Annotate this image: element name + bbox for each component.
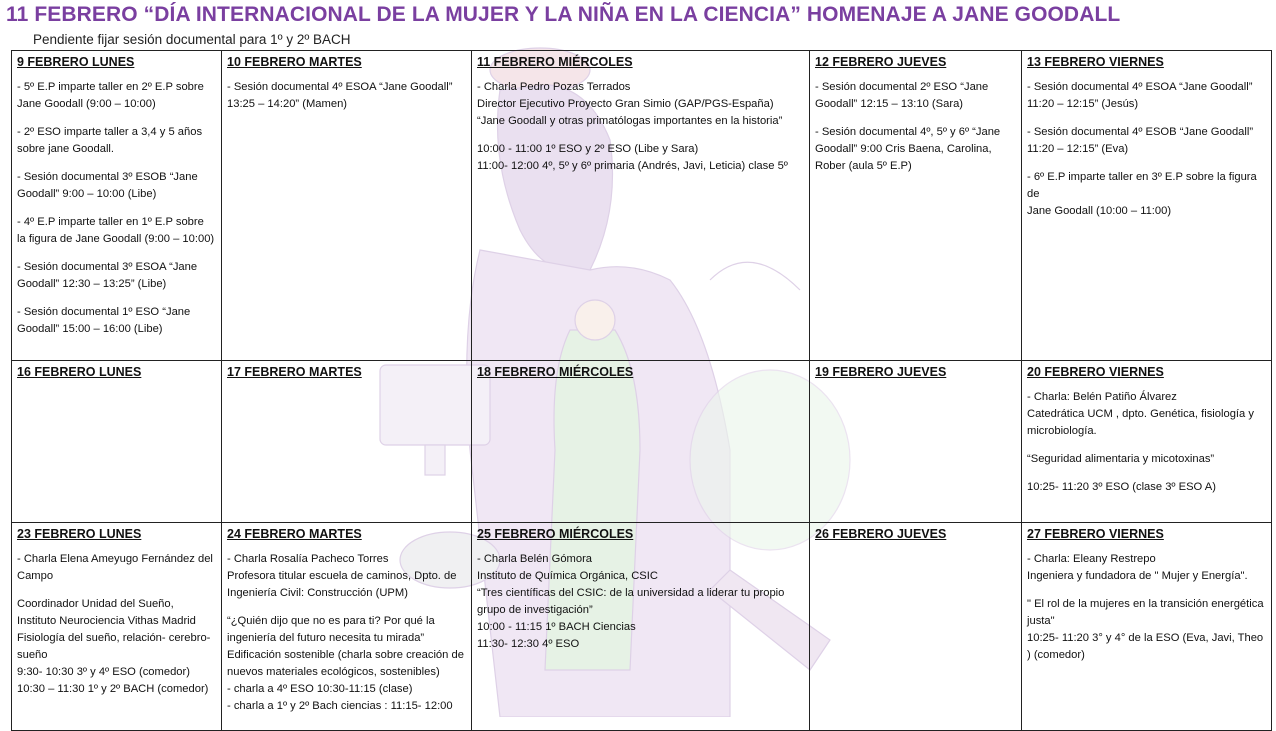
event-text-line: 13:25 – 14:20” (Mamen): [227, 98, 348, 110]
calendar-day-cell: [810, 361, 1022, 523]
event-entry: [815, 79, 1015, 113]
day-heading: 27 FEBRERO VIERNES: [1027, 527, 1164, 541]
event-entry: [1027, 389, 1265, 440]
event-text-line: - Charla: Eleany Restrepo: [1027, 553, 1156, 565]
day-heading: 20 FEBRERO VIERNES: [1027, 365, 1164, 379]
calendar-day-cell: [1022, 51, 1272, 361]
page-title: 11 FEBRERO “DÍA INTERNACIONAL DE LA MUJER Y LA NIÑA EN LA CIENCIA” HOMENAJE A JANE GOODALL: [6, 3, 1121, 26]
calendar-day-cell: [12, 523, 222, 731]
event-text-line: “Jane Goodall y otras primatólogas importantes en la historia”: [477, 115, 783, 127]
event-text-line: 11:30- 12:30 4º ESO: [477, 638, 580, 650]
event-text-line: Instituto de Química Orgánica, CSIC: [477, 570, 658, 582]
event-text-line: - Charla Rosalía Pacheco Torres: [227, 553, 389, 565]
event-entry: [1027, 124, 1265, 158]
event-text-line: Fisiología del sueño, relación- cerebro- sueño: [17, 632, 211, 661]
event-text-line: Rober (aula 5º E.P): [815, 160, 912, 172]
event-text-line: “¿Quién dijo que no es para ti? Por qué la ingeniería del futuro necesita tu mirada”: [227, 615, 435, 644]
day-heading: 16 FEBRERO LUNES: [17, 365, 142, 379]
events-calendar: [11, 50, 1272, 731]
event-text-line: Goodall” 12:15 – 13:10 (Sara): [815, 98, 964, 110]
event-text-line: - Sesión documental 4º ESOA “Jane Goodall”: [1027, 81, 1253, 93]
calendar-day-cell: [222, 523, 472, 731]
event-text-line: - Charla Pedro Pozas Terrados: [477, 81, 631, 93]
event-entry: [17, 169, 215, 203]
event-text-line: " El rol de la mujeres en la transición energética justa": [1027, 598, 1264, 627]
event-text-line: - Charla Belén Gómora: [477, 553, 593, 565]
day-heading: 24 FEBRERO MARTES: [227, 527, 362, 541]
event-text-line: - 6º E.P imparte taller en 3º E.P sobre la figura de: [1027, 171, 1257, 200]
calendar-day-cell: [222, 361, 472, 523]
event-text-line: 10:25- 11:20 3° y 4° de la ESO (Eva, Javi, Theo ) (comedor): [1027, 632, 1264, 661]
calendar-day-cell: [12, 361, 222, 523]
event-text-line: Goodall” 9:00 Cris Baena, Carolina,: [815, 143, 992, 155]
event-entry: [17, 551, 215, 585]
event-entry: [227, 551, 465, 602]
event-text-line: - Sesión documental 4º ESOB “Jane Goodall”: [1027, 126, 1254, 138]
event-text-line: 11:00- 12:00 4º, 5º y 6º primaria (Andrés, Javi, Leticia) clase 5º: [477, 160, 788, 172]
day-heading: 18 FEBRERO MIÉRCOLES: [477, 365, 634, 379]
event-text-line: - Sesión documental 1º ESO “Jane Goodall” 15:00 – 16:00 (Libe): [17, 306, 191, 335]
event-text-line: - Charla Elena Ameyugo Fernández del Campo: [17, 553, 213, 582]
event-entry: [227, 79, 465, 113]
event-text-line: microbiología.: [1027, 425, 1097, 437]
event-entry: [17, 79, 215, 113]
day-heading: 23 FEBRERO LUNES: [17, 527, 142, 541]
page-subtitle: Pendiente fijar sesión documental para 1º y 2º BACH: [33, 32, 351, 47]
event-text-line: Director Ejecutivo Proyecto Gran Simio (GAP/PGS-España): [477, 98, 774, 110]
event-entry: [815, 124, 1015, 175]
event-text-line: - 5º E.P imparte taller en 2º E.P sobre Jane Goodall (9:00 – 10:00): [17, 81, 204, 110]
event-entry: [477, 79, 803, 130]
day-heading: 26 FEBRERO JUEVES: [815, 527, 947, 541]
event-text-line: - Sesión documental 4º, 5º y 6º “Jane: [815, 126, 1001, 138]
calendar-day-cell: [1022, 523, 1272, 731]
event-text-line: “Tres científicas del CSIC: de la universidad a liderar tu propio grupo de investigación”: [477, 587, 785, 616]
event-text-line: 11:20 – 12:15” (Jesús): [1027, 98, 1139, 110]
event-entry: [17, 596, 215, 698]
calendar-day-cell: [1022, 361, 1272, 523]
event-entry: [1027, 596, 1265, 664]
event-text-line: - 2º ESO imparte taller a 3,4 y 5 años sobre jane Goodall.: [17, 126, 203, 155]
event-text-line: Ingeniera y fundadora de " Mujer y Energía".: [1027, 570, 1248, 582]
day-heading: 11 FEBRERO MIÉRCOLES: [477, 55, 633, 69]
event-text-line: 9:30- 10:30 3º y 4º ESO (comedor): [17, 666, 190, 678]
event-entry: [477, 551, 803, 653]
calendar-day-cell: [472, 51, 810, 361]
event-entry: [17, 304, 215, 338]
event-text-line: - charla a 4º ESO 10:30-11:15 (clase): [227, 683, 413, 695]
calendar-day-cell: [472, 361, 810, 523]
day-heading: 25 FEBRERO MIÉRCOLES: [477, 527, 634, 541]
day-heading: 13 FEBRERO VIERNES: [1027, 55, 1164, 69]
event-text-line: 10:25- 11:20 3º ESO (clase 3º ESO A): [1027, 481, 1216, 493]
event-text-line: - Sesión documental 3º ESOB “Jane Goodall” 9:00 – 10:00 (Libe): [17, 171, 198, 200]
event-text-line: “Seguridad alimentaria y micotoxinas”: [1027, 453, 1215, 465]
day-heading: 9 FEBRERO LUNES: [17, 55, 135, 69]
day-heading: 17 FEBRERO MARTES: [227, 365, 362, 379]
event-text-line: 10:00 - 11:15 1º BACH Ciencias: [477, 621, 636, 633]
event-entry: [17, 259, 215, 293]
event-text-line: - 4º E.P imparte taller en 1º E.P sobre la figura de Jane Goodall (9:00 – 10:00): [17, 216, 215, 245]
event-text-line: 11:20 – 12:15” (Eva): [1027, 143, 1129, 155]
event-entry: [1027, 551, 1265, 585]
event-entry: [477, 141, 803, 175]
event-text-line: - Sesión documental 4º ESOA “Jane Goodall”: [227, 81, 453, 93]
event-text-line: 10:30 – 11:30 1º y 2º BACH (comedor): [17, 683, 209, 695]
calendar-day-cell: [810, 523, 1022, 731]
event-entry: [17, 124, 215, 158]
event-text-line: - charla a 1º y 2º Bach ciencias : 11:15- 12:00: [227, 700, 453, 712]
event-entry: [1027, 79, 1265, 113]
event-entry: [1027, 169, 1265, 220]
event-text-line: 10:00 - 11:00 1º ESO y 2º ESO (Libe y Sara): [477, 143, 699, 155]
event-text-line: Jane Goodall (10:00 – 11:00): [1027, 205, 1172, 217]
event-text-line: Profesora titular escuela de caminos, Dpto. de Ingeniería Civil: Construcción (UPM): [227, 570, 457, 599]
day-heading: 10 FEBRERO MARTES: [227, 55, 362, 69]
event-entry: [1027, 451, 1265, 468]
event-text-line: - Sesión documental 3º ESOA “Jane Goodall” 12:30 – 13:25” (Libe): [17, 261, 198, 290]
day-heading: 12 FEBRERO JUEVES: [815, 55, 947, 69]
event-entry: [17, 214, 215, 248]
event-text-line: Catedrática UCM , dpto. Genética, fisiología y: [1027, 408, 1254, 420]
event-text-line: Coordinador Unidad del Sueño, Instituto Neurociencia Vithas Madrid: [17, 598, 196, 627]
day-heading: 19 FEBRERO JUEVES: [815, 365, 947, 379]
calendar-day-cell: [472, 523, 810, 731]
event-entry: [227, 613, 465, 715]
calendar-day-cell: [222, 51, 472, 361]
event-text-line: Edificación sostenible (charla sobre creación de nuevos materiales ecológicos, sostenibles): [227, 649, 464, 678]
event-text-line: - Charla: Belén Patiño Álvarez: [1027, 391, 1177, 403]
calendar-day-cell: [12, 51, 222, 361]
event-text-line: - Sesión documental 2º ESO “Jane: [815, 81, 989, 93]
event-entry: [1027, 479, 1265, 496]
calendar-day-cell: [810, 51, 1022, 361]
